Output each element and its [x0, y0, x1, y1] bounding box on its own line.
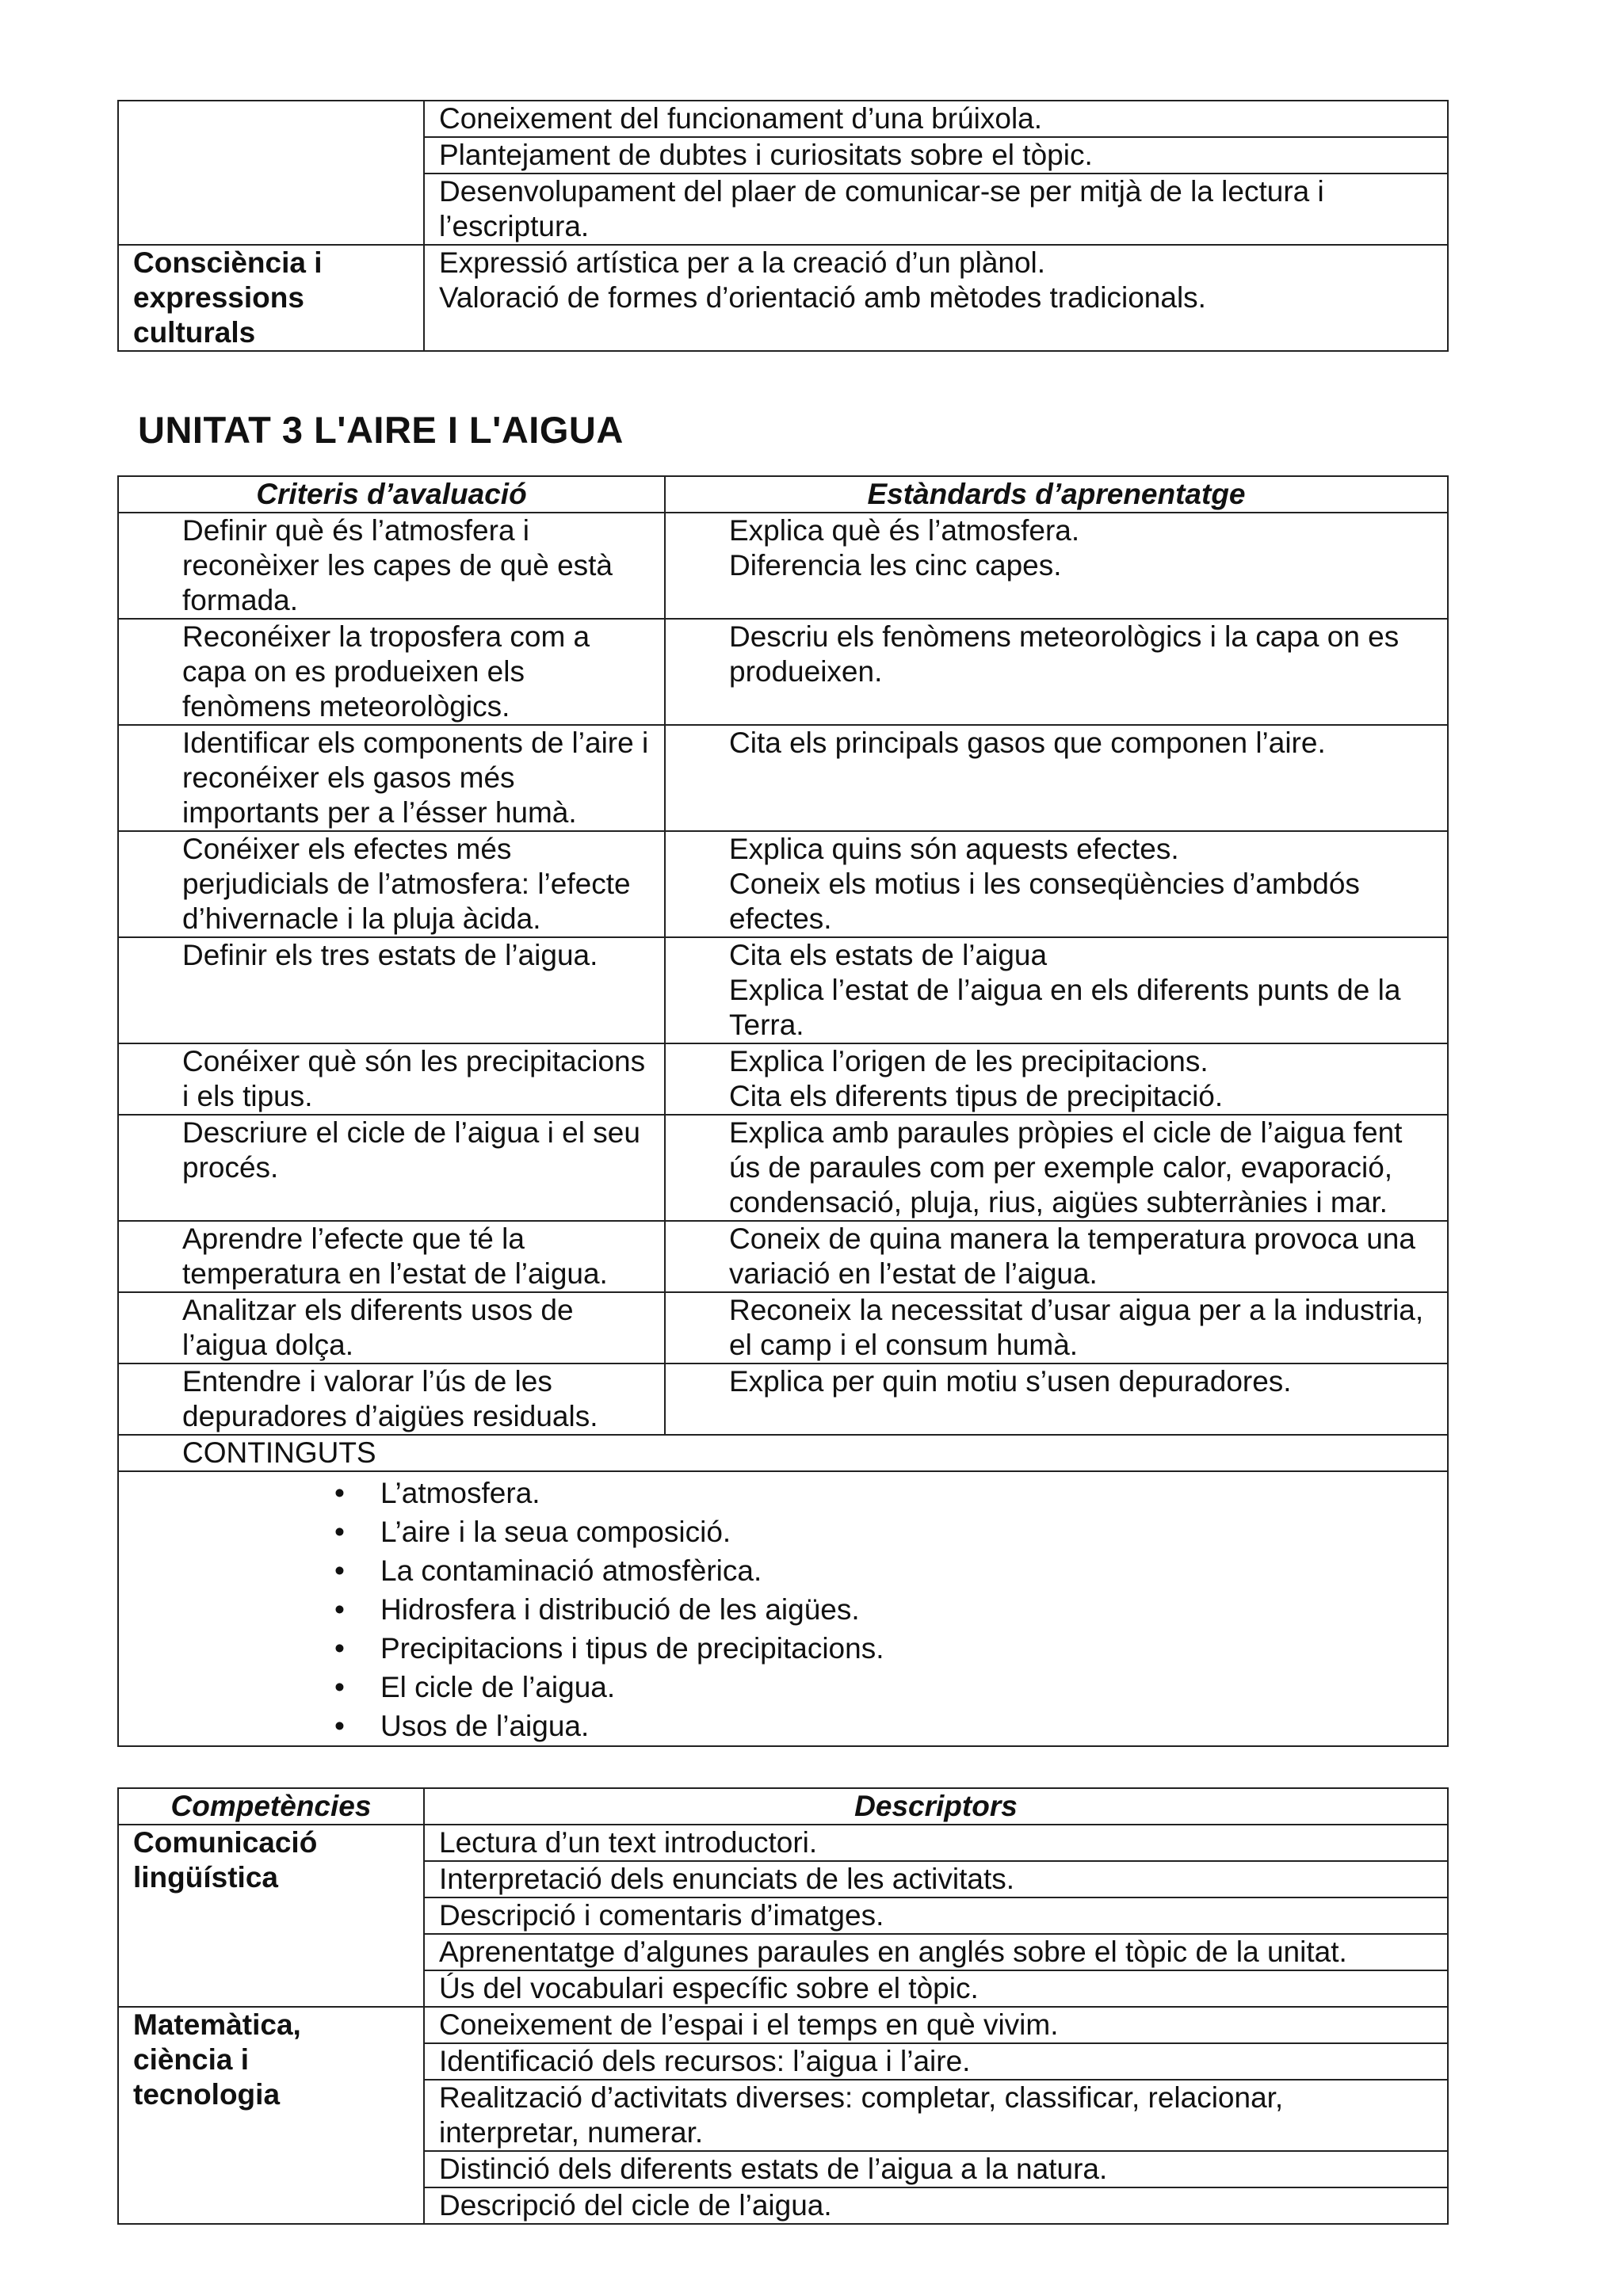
list-item: • L’aire i la seua composició.	[380, 1512, 1447, 1551]
descriptors-header: Descriptors	[424, 1788, 1448, 1825]
standard-text: Explica què és l’atmosfera.	[729, 514, 1080, 547]
standard-text: Explica l’estat de l’aigua en els diferents punts de la Terra.	[729, 974, 1401, 1041]
competences-header: Competències	[118, 1788, 424, 1825]
list-item: • Precipitacions i tipus de precipitacions.	[380, 1629, 1447, 1668]
standard-text: Coneix els motius i les conseqüències d’ambdós efectes.	[729, 868, 1360, 935]
descriptor-text: Descripció i comentaris d’imatges.	[439, 1899, 884, 1932]
criteria-cell: Aprendre l’efecte que té la temperatura en l’estat de l’aigua.	[118, 1221, 665, 1292]
criteria-table	[117, 475, 1449, 1747]
competence-name: Consciència i expressions culturals	[118, 245, 424, 351]
criteria-cell: Analitzar els diferents usos de l’aigua dolça.	[118, 1292, 665, 1363]
contents-list-cell	[118, 1471, 1448, 1746]
standard-text: Reconeix la necessitat d’usar aigua per a la industria, el camp i el consum humà.	[665, 1292, 1448, 1363]
descriptor-text: Identificació dels recursos: l’aigua i l’aire.	[439, 2045, 971, 2077]
descriptor-text: Plantejament de dubtes i curiositats sobre el tòpic.	[439, 139, 1093, 171]
top-competence-table	[117, 100, 1449, 352]
standard-text: Explica l’origen de les precipitacions.	[729, 1045, 1209, 1077]
standard-text: Explica amb paraules pròpies el cicle de l’aigua fent ús de paraules com per exemple calor, evaporació, condensació, pluja, rius, aigües subterrànies i mar.	[665, 1115, 1448, 1221]
descriptor-text: Valoració de formes d’orientació amb mètodes tradicionals.	[439, 281, 1206, 314]
descriptor-text: Lectura d’un text introductori.	[439, 1826, 818, 1859]
descriptor-text: Aprenentatge d’algunes paraules en anglés sobre el tòpic de la unitat.	[439, 1936, 1347, 1968]
criteria-cell: Conéixer què són les precipitacions i els tipus.	[118, 1043, 665, 1115]
standards-cell	[665, 937, 1448, 1043]
standard-text: Cita els estats de l’aigua	[729, 939, 1048, 971]
standard-text: Coneix de quina manera la temperatura provoca una variació en l’estat de l’aigua.	[665, 1221, 1448, 1292]
descriptor-text: Coneixement del funcionament d’una brúixola.	[439, 102, 1043, 135]
criteria-header: Criteris d’avaluació	[118, 476, 665, 513]
standard-text: Cita els diferents tipus de precipitació.	[729, 1080, 1224, 1112]
standard-text: Diferencia les cinc capes.	[729, 549, 1062, 582]
list-item: • L’atmosfera.	[380, 1474, 1447, 1512]
list-item: • Usos de l’aigua.	[380, 1707, 1447, 1745]
criteria-cell: Definir què és l’atmosfera i reconèixer les capes de què està formada.	[118, 513, 665, 619]
empty-competence-cell	[118, 101, 424, 245]
standard-text: Cita els principals gasos que componen l’aire.	[665, 725, 1448, 831]
criteria-cell: Identificar els components de l’aire i reconéixer els gasos més importants per a l’ésser humà.	[118, 725, 665, 831]
contents-list	[119, 1474, 1447, 1745]
competence-name: Comunicació lingüística	[118, 1825, 424, 2007]
descriptor-text: Realització d’activitats diverses: completar, classificar, relacionar, interpretar, numerar.	[424, 2080, 1448, 2151]
standards-cell	[665, 1043, 1448, 1115]
descriptor-text: Expressió artística per a la creació d’un plànol.	[439, 246, 1046, 279]
descriptor-text: Desenvolupament del plaer de comunicar-se per mitjà de la lectura i l’escriptura.	[424, 174, 1448, 245]
list-item: • Hidrosfera i distribució de les aigües.	[380, 1590, 1447, 1629]
criteria-cell: Descriure el cicle de l’aigua i el seu procés.	[118, 1115, 665, 1221]
criteria-cell: Entendre i valorar l’ús de les depuradores d’aigües residuals.	[118, 1363, 665, 1435]
list-item: • El cicle de l’aigua.	[380, 1668, 1447, 1707]
contents-header: CONTINGUTS	[118, 1435, 1448, 1471]
descriptor-text: Descripció del cicle de l’aigua.	[439, 2189, 832, 2222]
descriptor-text: Ús del vocabulari específic sobre el tòpic.	[439, 1972, 979, 2004]
standards-cell	[665, 513, 1448, 619]
descriptor-text: Distinció dels diferents estats de l’aigua a la natura.	[439, 2153, 1108, 2185]
competence-table	[117, 1787, 1449, 2225]
standard-text: Explica quins són aquests efectes.	[729, 833, 1179, 865]
descriptor-text: Coneixement de l’espai i el temps en què vivim.	[439, 2008, 1059, 2041]
standard-text: Descriu els fenòmens meteorològics i la capa on es produeixen.	[665, 619, 1448, 725]
criteria-cell: Definir els tres estats de l’aigua.	[118, 937, 665, 1043]
criteria-cell: Conéixer els efectes més perjudicials de l’atmosfera: l’efecte d’hivernacle i la pluja àcida.	[118, 831, 665, 937]
list-item: • La contaminació atmosfèrica.	[380, 1551, 1447, 1590]
standards-cell	[665, 831, 1448, 937]
standards-header: Estàndards d’aprenentatge	[665, 476, 1448, 513]
competence-name: Matemàtica, ciència i tecnologia	[118, 2007, 424, 2224]
standard-text: Explica per quin motiu s’usen depuradores.	[665, 1363, 1448, 1435]
descriptor-text: Interpretació dels enunciats de les activitats.	[439, 1863, 1014, 1895]
unit-title: UNITAT 3 L'AIRE I L'AIGUA	[138, 409, 624, 451]
criteria-cell: Reconéixer la troposfera com a capa on es produeixen els fenòmens meteorològics.	[118, 619, 665, 725]
